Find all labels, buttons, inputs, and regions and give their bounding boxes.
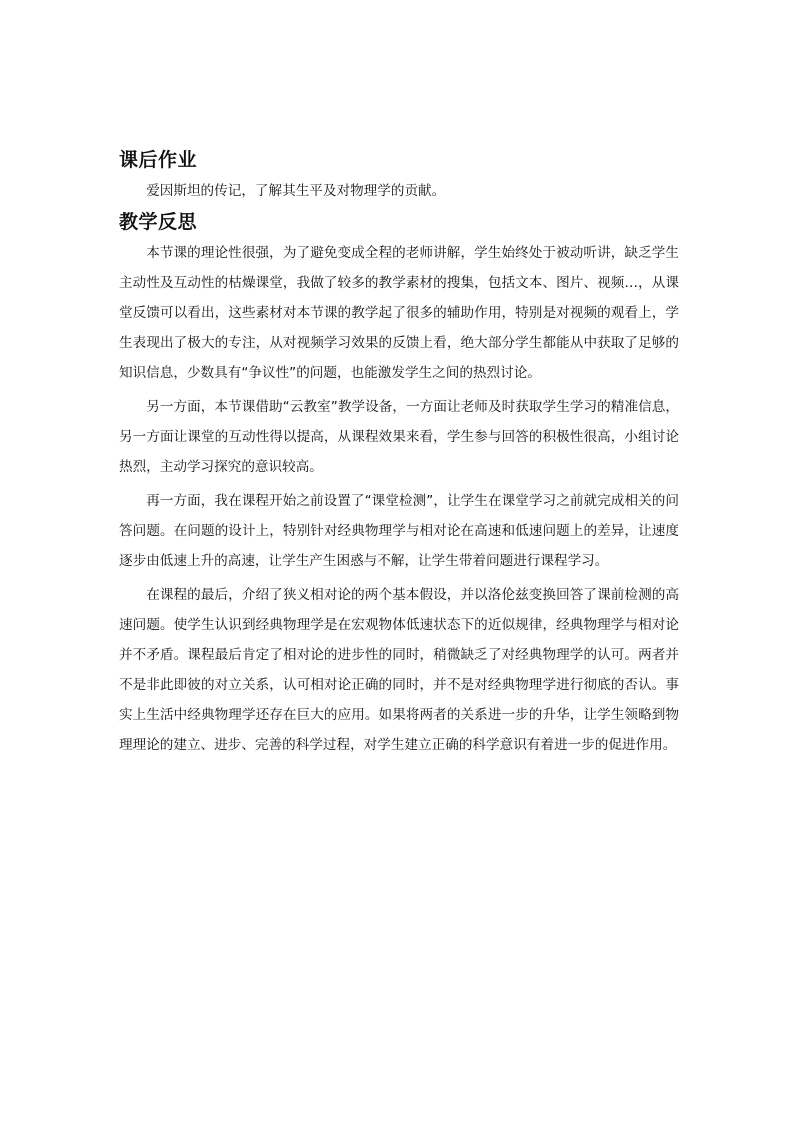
document-page	[119, 143, 679, 764]
reflection-paragraph-3: 再一方面，我在课程开始之前设置了“课堂检测”，让学生在课堂学习之前就完成相关的问答问题。在问题的设计上，特别针对经典物理学与相对论在高速和低速问题上的差异，让速度逐步由低速上升的高速，让学生产生困惑与不解，让学生带着问题进行课程学习。	[119, 493, 679, 569]
homework-paragraph: 爱因斯坦的传记，了解其生平及对物理学的贡献。	[146, 183, 446, 199]
reflection-heading: 教学反思	[119, 211, 198, 233]
reflection-section	[119, 207, 679, 760]
homework-section	[119, 145, 679, 206]
reflection-paragraph-4: 在课程的最后，介绍了狭义相对论的两个基本假设，并以洛伦兹变换回答了课前检测的高速问题。使学生认识到经典物理学是在宏观物体低速状态下的近似规律，经典物理学与相对论并不矛盾。课程最后肯定了相对论的进步性的同时，稍微缺乏了对经典物理学的认可。两者并不是非此即彼的对立关系，认可相对论正确的同时，并不是对经典物理学进行彻底的否认。事实上生活中经典物理学还存在巨大的应用。如果将两者的关系进一步的升华，让学生领略到物理理论的建立、进步、完善的科学过程，对学生建立正确的科学意识有着进一步的促进作用。	[119, 587, 679, 753]
reflection-paragraph-1: 本节课的理论性很强，为了避免变成全程的老师讲解，学生始终处于被动听讲，缺乏学生主动性及互动性的枯燥课堂，我做了较多的教学素材的搜集，包括文本、图片、视频…，从课堂反馈可以看出，这些素材对本节课的教学起了很多的辅助作用，特别是对视频的观看上，学生表现出了极大的专注，从对视频学习效果的反馈上看，绝大部分学生都能从中获取了足够的知识信息，少数具有“争议性”的问题，也能激发学生之间的热烈讨论。	[119, 245, 679, 381]
homework-heading: 课后作业	[119, 149, 198, 171]
reflection-body	[119, 238, 679, 760]
reflection-paragraph-2: 另一方面，本节课借助“云教室”教学设备，一方面让老师及时获取学生学习的精准信息，另一方面让课堂的互动性得以提高，从课程效果来看，学生参与回答的积极性很高，小组讨论热烈，主动学习探究的意识较高。	[119, 399, 679, 475]
